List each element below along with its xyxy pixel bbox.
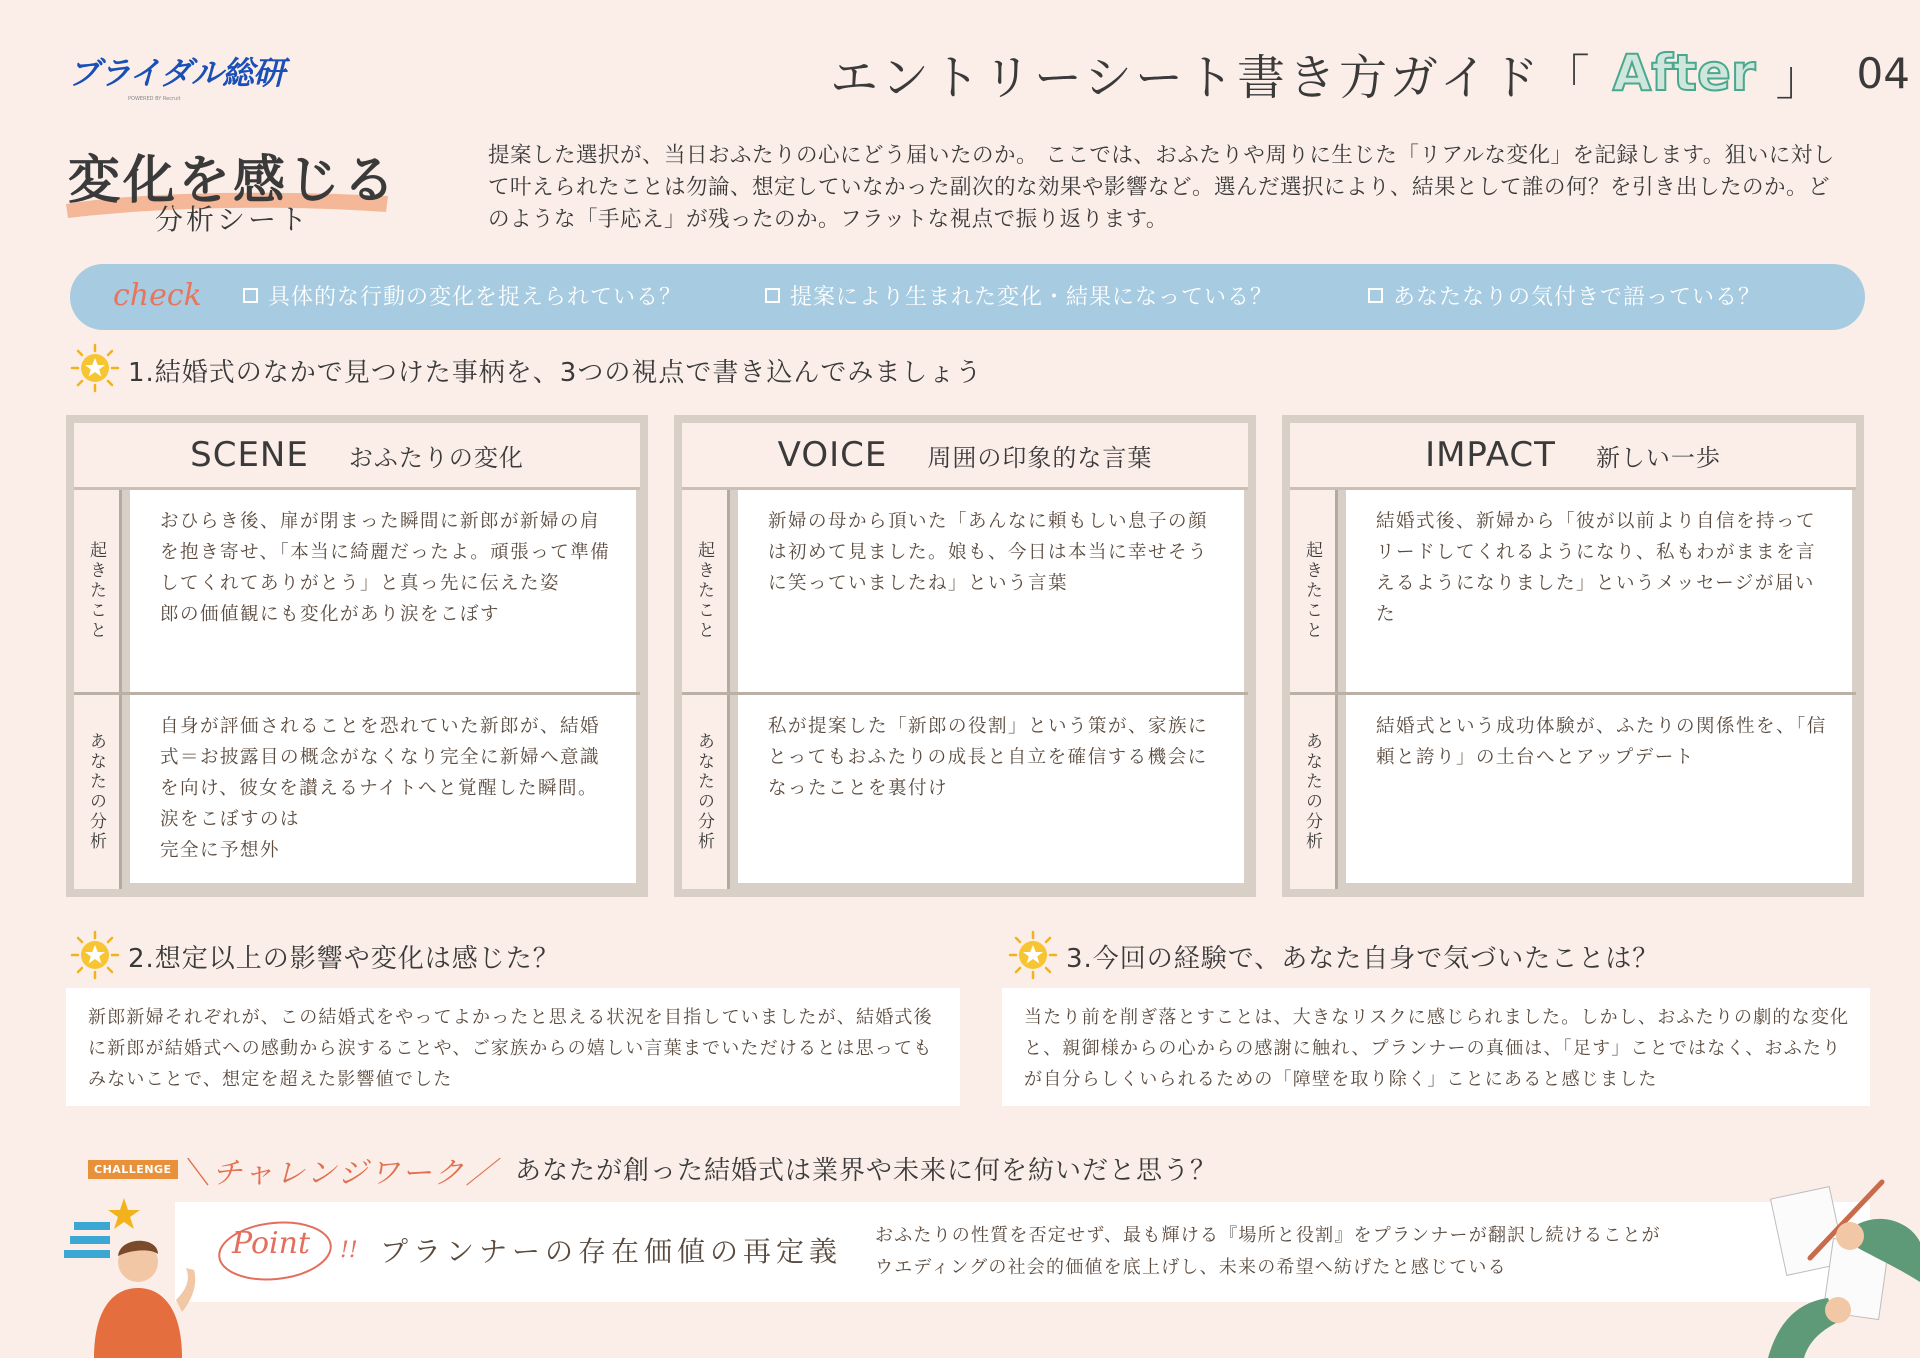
sheet-intro: 提案した選択が、当日おふたりの心にどう届いたのか。 ここでは、おふたりや周りに生じた「リアルな変化」を記録します。狙いに対して叶えられたことは勿論、想定していなかった副次的な効果や影響など。選んだ選択により、結果として誰の何？を引き出したのか。どのような「手応え」が残ったのか。フラットな視点で振り返ります。 (488, 143, 1835, 232)
brand-logo (68, 48, 285, 102)
check-item-label: あなたなりの気付きで語っている？ (1393, 285, 1762, 310)
title-after: After (1612, 44, 1756, 102)
point-exclaim: !! (340, 1238, 358, 1263)
check-item-label: 具体的な行動の変化を捉えられている？ (268, 285, 683, 310)
check-item-1[interactable] (243, 280, 682, 311)
checkbox-icon[interactable] (765, 288, 780, 303)
row-label-analysis: あなたの分析 (682, 695, 730, 889)
check-logo: check (113, 278, 202, 313)
section2-answer[interactable]: 新郎新婦それぞれが、この結婚式をやってよかったと思える状況を目指していましたが、結婚式後に新郎が結婚式への感動から涙することや、ご家族からの嬉しい言葉までいただけるとは思ってもみないことで、想定を超えた影響値でした (66, 988, 960, 1106)
section1-heading: 1.結婚式のなかで見つけた事柄を、3つの視点で書き込んでみましょう (128, 358, 983, 388)
panel-title (74, 423, 640, 490)
page-title (830, 40, 1910, 106)
row-label-analysis: あなたの分析 (74, 695, 122, 889)
challenge-note[interactable]: おふたりの性質を否定せず、最も輝ける『場所と役割』をプランナーが翻訳し続けることが ウエディングの社会的価値を底上げし、未来の希望へ紡げたと感じている (875, 1225, 1661, 1278)
row-label-happened: 起きたこと (682, 490, 730, 692)
checkbox-icon[interactable] (1368, 288, 1383, 303)
panel-title-main: SCENE (190, 435, 309, 475)
panel-title (1290, 423, 1856, 490)
panel-scene (66, 415, 648, 897)
star-sun-icon (70, 343, 120, 393)
row-label-happened: 起きたこと (74, 490, 122, 692)
title-prefix: エントリーシート書き方ガイド「 (830, 49, 1593, 106)
panel-title (682, 423, 1248, 490)
panel-title-sub: 新しい一歩 (1595, 443, 1721, 472)
title-suffix: 」 (1775, 49, 1827, 106)
check-item-2[interactable] (765, 280, 1273, 311)
row-label-happened: 起きたこと (1290, 490, 1338, 692)
page-number: 04 (1856, 48, 1910, 98)
checkbox-icon[interactable] (243, 288, 258, 303)
section3-answer[interactable]: 当たり前を削ぎ落とすことは、大きなリスクに感じられました。しかし、おふたりの劇的な変化と、親御様からの心からの感謝に触れ、プランナーの真価は、「足す」ことではなく、おふたりが自分らしくいられるための「障壁を取り除く」ことにあると感じました (1002, 988, 1870, 1106)
panel-impact (1282, 415, 1864, 897)
impact-happened-text[interactable]: 結婚式後、新婦から「彼が以前より自信を持ってリードしてくれるようになり、私もわがままを言えるようになりました」というメッセージが届いた (1346, 490, 1852, 692)
panel-title-sub: 周囲の印象的な言葉 (927, 443, 1153, 472)
scene-analysis-text[interactable]: 自身が評価されることを恐れていた新郎が、結婚式＝お披露目の概念がなくなり完全に新婦へ意識を向け、彼女を讃えるナイトへと覚醒した瞬間。涙をこぼすのは 完全に予想外 (130, 695, 636, 883)
check-item-3[interactable] (1368, 280, 1761, 311)
person-illustration-icon (64, 1188, 204, 1358)
logo-sub: POWERED BY Recruit (128, 96, 181, 102)
sheet-title: 変化を感じる (68, 151, 399, 211)
logo-text: ブライダル総研 (68, 54, 285, 92)
challenge-question: あなたが創った結婚式は業界や未来に何を紡いだと思う？ (515, 1156, 1218, 1186)
voice-analysis-text[interactable]: 私が提案した「新郎の役割」という策が、家族にとってもおふたりの成長と自立を確信する機会になったことを裏付け (738, 695, 1244, 883)
challenge-title: ＼チャレンジワーク／ (180, 1156, 498, 1191)
section2-heading: 2.想定以上の影響や変化は感じた？ (128, 944, 560, 974)
scene-happened-text[interactable]: おひらき後、扉が閉まった瞬間に新郎が新婦の肩を抱き寄せ、「本当に綺麗だったよ。頑張って準備してくれてありがとう」と真っ先に伝えた姿 郎の価値観にも変化があり涙をこぼす (130, 490, 636, 692)
star-sun-icon (1008, 930, 1058, 980)
point-label: Point (232, 1226, 311, 1261)
voice-happened-text[interactable]: 新婦の母から頂いた「あんなに頼もしい息子の顔は初めて見ました。娘も、今日は本当に幸せそうに笑っていましたね」という言葉 (738, 490, 1244, 692)
challenge-badge: CHALLENGE (88, 1160, 178, 1179)
challenge-answer[interactable]: プランナーの存在価値の再定義 (380, 1235, 843, 1268)
row-label-analysis: あなたの分析 (1290, 695, 1338, 889)
check-item-label: 提案により生まれた変化・結果になっている？ (790, 285, 1274, 310)
panel-title-sub: おふたりの変化 (348, 443, 524, 472)
sheet-subtitle: 分析シート (155, 203, 311, 236)
star-sun-icon (70, 930, 120, 980)
panel-title-main: IMPACT (1425, 435, 1556, 475)
section3-heading: 3.今回の経験で、あなた自身で気づいたことは？ (1066, 944, 1660, 974)
panel-voice (674, 415, 1256, 897)
impact-analysis-text[interactable]: 結婚式という成功体験が、ふたりの関係性を、「信頼と誇り」の土台へとアップデート (1346, 695, 1852, 883)
panel-title-main: VOICE (777, 435, 888, 475)
